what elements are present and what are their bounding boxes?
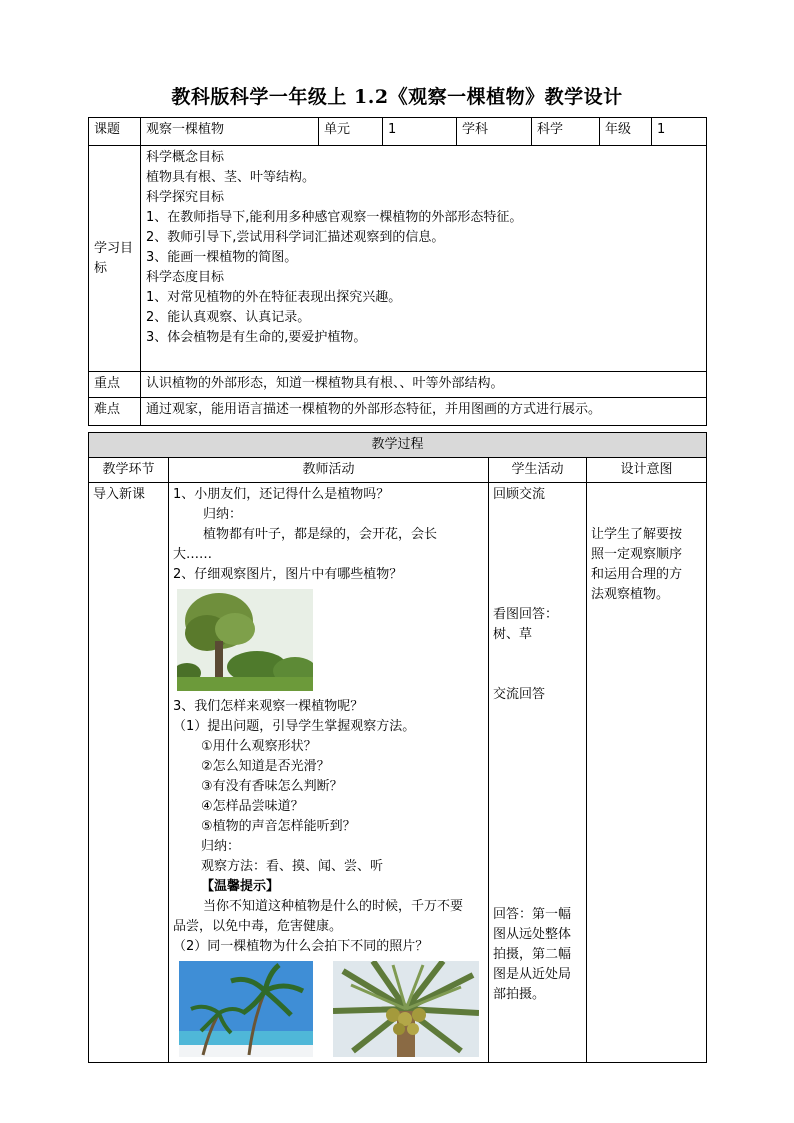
tip-text: 当你不知道这种植物是什么的时候，千万不要 <box>203 899 464 914</box>
teacher-q3: 3、我们怎样来观察一棵植物呢？ <box>173 699 364 714</box>
unit-label: 单元 <box>319 118 383 146</box>
intent-line: 让学生了解要按 <box>591 527 683 542</box>
goal-line: 2、能认真观察、认真记录。 <box>146 310 311 325</box>
stage-cell: 导入新课 <box>89 483 169 1063</box>
goals-content <box>141 146 707 372</box>
goal-line: 植物具有根、茎、叶等结构。 <box>146 170 316 185</box>
tip-title: 【温馨提示】 <box>201 879 280 894</box>
methods-summary: 观察方法：看、摸、闻、尝、听 <box>201 859 384 874</box>
process-header-row <box>89 433 707 458</box>
method-item: ③有没有香味怎么判断？ <box>201 779 343 794</box>
intent-line: 法观察植物。 <box>591 587 670 602</box>
tree-photo <box>177 589 313 691</box>
palm-photos <box>179 961 484 1057</box>
unit-value: 1 <box>383 118 457 146</box>
intent-line: 和运用合理的方 <box>591 567 683 582</box>
student-cell <box>489 483 587 1063</box>
key-label: 重点 <box>89 372 141 398</box>
palm-tree-near-photo <box>333 961 479 1057</box>
student-s1: 回顾交流 <box>493 487 546 502</box>
method-item: ⑤植物的声音怎样能听到？ <box>201 819 356 834</box>
student-s4: 回答：第一幅 <box>493 907 572 922</box>
intent-cell <box>587 483 707 1063</box>
grade-value: 1 <box>652 118 707 146</box>
difficulty-value: 通过观家，能用语言描述一棵植物的外部形态特征，并用图画的方式进行展示。 <box>141 398 707 426</box>
subject-label: 学科 <box>457 118 532 146</box>
tip-text-cont: 品尝，以免中毒，危害健康。 <box>173 919 343 934</box>
student-s4: 拍摄，第二幅 <box>493 947 572 962</box>
teacher-summary-label: 归纳： <box>203 507 243 522</box>
teacher-q3-1: （1）提出问题，引导学生掌握观察方法。 <box>173 719 416 734</box>
teacher-q2: 2、仔细观察图片，图片中有哪些植物？ <box>173 567 403 582</box>
student-s3: 交流回答 <box>493 687 546 702</box>
process-columns-row <box>89 458 707 483</box>
teacher-answer1: 植物都有叶子，都是绿的，会开花，会长 <box>203 527 438 542</box>
goal-line: 1、在教师指导下,能利用多种感官观察一棵植物的外部形态特征。 <box>146 210 523 225</box>
col-intent: 设计意图 <box>587 458 707 483</box>
palm-tree-far-photo <box>179 961 313 1057</box>
topic-label: 课题 <box>89 118 141 146</box>
method-item: ④怎样品尝味道？ <box>201 799 304 814</box>
process-row-intro <box>89 483 707 1063</box>
process-table <box>88 432 707 1063</box>
goal-line: 科学探究目标 <box>146 190 225 205</box>
goal-line: 科学态度目标 <box>146 270 225 285</box>
student-s4: 图是从近处局 <box>493 967 572 982</box>
goal-line: 3、能画一棵植物的简图。 <box>146 250 298 265</box>
goal-line: 2、教师引导下,尝试用科学词汇描述观察到的信息。 <box>146 230 445 245</box>
process-header: 教学过程 <box>89 433 707 458</box>
grade-label: 年级 <box>600 118 652 146</box>
info-table <box>88 117 707 426</box>
info-row-key <box>89 372 707 398</box>
teacher-q1: 1、小朋友们，还记得什么是植物吗？ <box>173 487 390 502</box>
col-student: 学生活动 <box>489 458 587 483</box>
difficulty-label: 难点 <box>89 398 141 426</box>
topic-value: 观察一棵植物 <box>141 118 319 146</box>
col-stage: 教学环节 <box>89 458 169 483</box>
info-row-difficulty <box>89 398 707 426</box>
goal-line: 1、对常见植物的外在特征表现出探究兴趣。 <box>146 290 402 305</box>
subject-value: 科学 <box>532 118 600 146</box>
teacher-answer1-cont: 大…… <box>173 547 213 562</box>
goal-line: 科学概念目标 <box>146 150 225 165</box>
intent-line: 照一定观察顺序 <box>591 547 683 562</box>
student-s2: 看图回答： <box>493 607 559 622</box>
teacher-cell <box>169 483 489 1063</box>
teacher-summary-label: 归纳： <box>201 839 241 854</box>
goal-line: 3、体会植物是有生命的,要爱护植物。 <box>146 330 367 345</box>
goals-label: 学习目标 <box>89 146 141 372</box>
method-item: ②怎么知道是否光滑？ <box>201 759 330 774</box>
col-teacher: 教师活动 <box>169 458 489 483</box>
student-s2-answer: 树、草 <box>493 627 533 642</box>
page-title: 教科版科学一年级上 1.2《观察一棵植物》教学设计 <box>171 86 623 108</box>
key-value: 认识植物的外部形态，知道一棵植物具有根、、叶等外部结构。 <box>141 372 707 398</box>
teacher-q3-2: （2）同一棵植物为什么会拍下不同的照片？ <box>173 939 429 954</box>
student-s4: 图从远处整体 <box>493 927 572 942</box>
method-item: ①用什么观察形状？ <box>201 739 317 754</box>
student-s4: 部拍摄。 <box>493 987 546 1002</box>
info-row-goals <box>89 146 707 372</box>
info-row-basic <box>89 118 707 146</box>
